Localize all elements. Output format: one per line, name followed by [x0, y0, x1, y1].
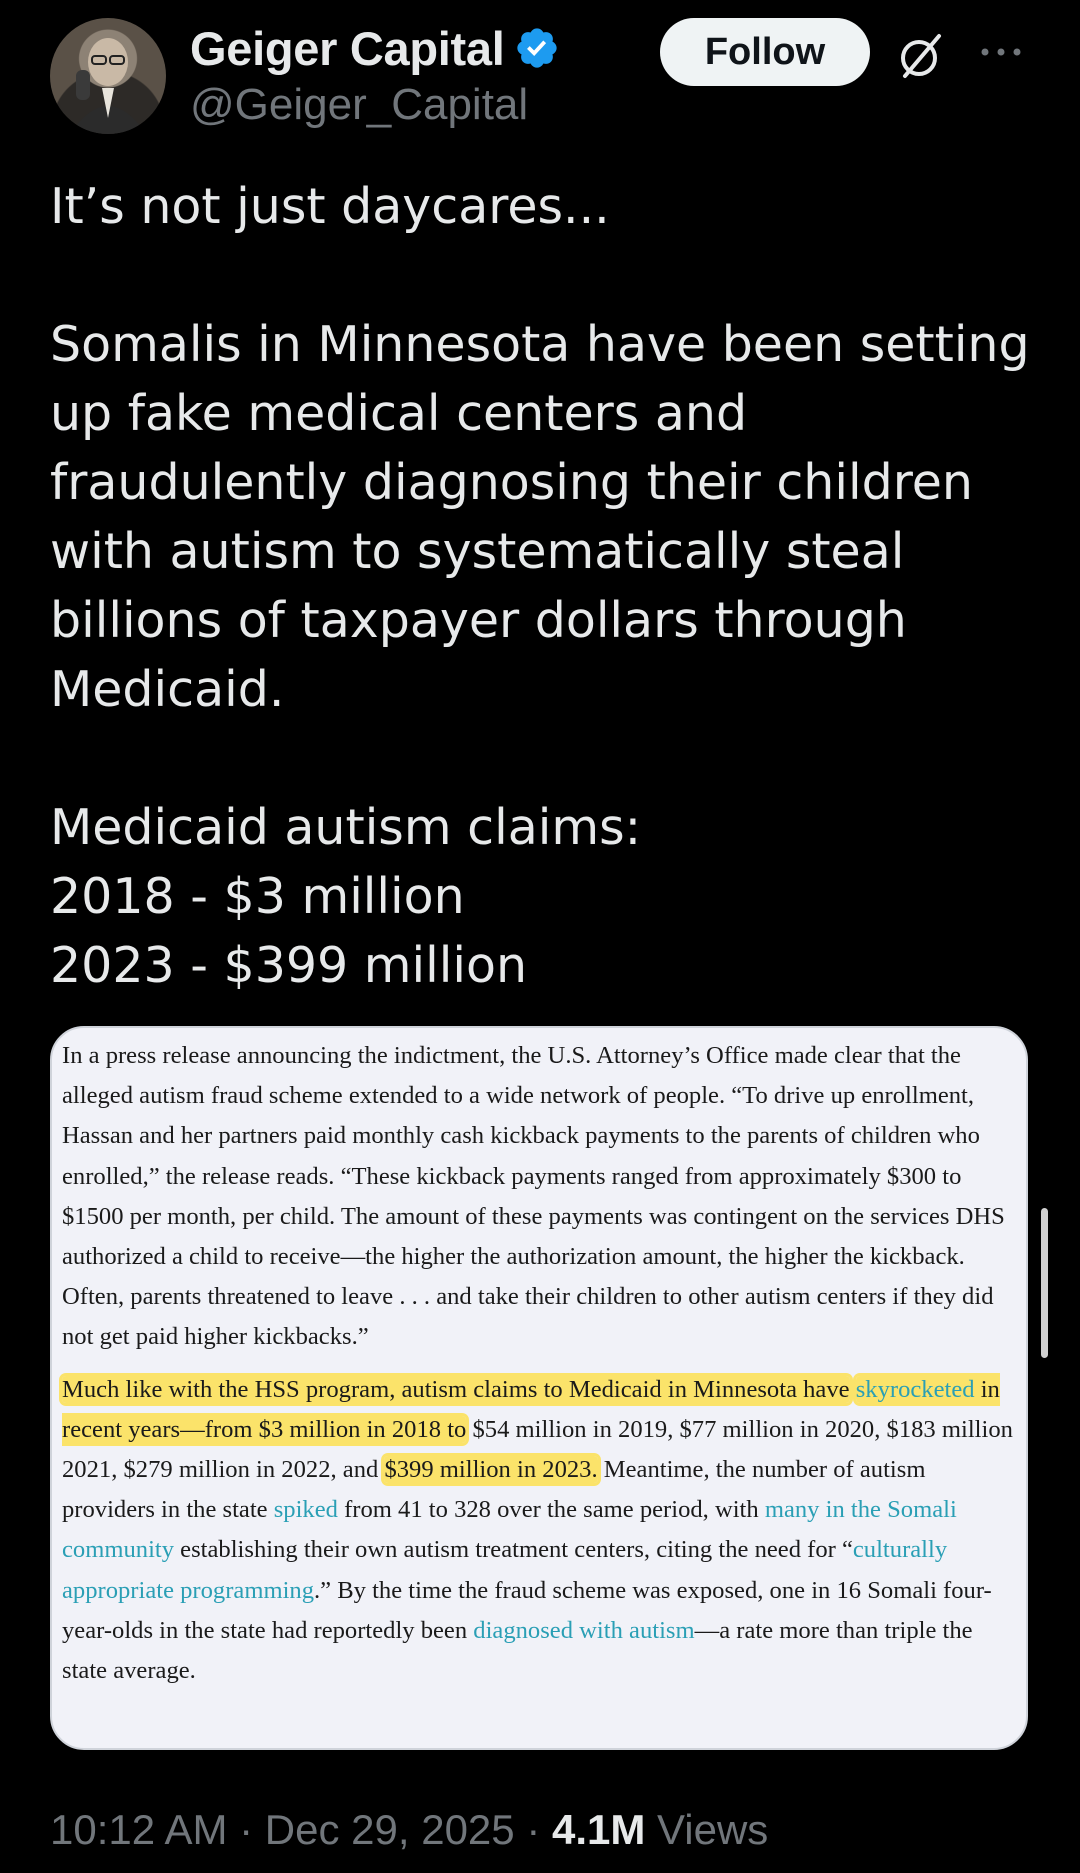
link-culturally-appropriate[interactable]: culturally appropriate programming: [62, 1536, 948, 1604]
tweet-header: [0, 0, 1080, 150]
article-paragraph-2: [62, 1370, 1022, 1692]
text: $54 million in 2019, $77 million in 2020, $183 million 2021, $279 million in 2022, and: [62, 1415, 1013, 1484]
author-handle[interactable]: @Geiger_Capital: [190, 80, 529, 129]
scrollbar[interactable]: [1041, 1208, 1048, 1358]
link-diagnosed[interactable]: diagnosed with autism: [473, 1616, 695, 1644]
tweet-date[interactable]: Dec 29, 2025: [264, 1806, 515, 1853]
views-label: Views: [645, 1806, 769, 1853]
avatar[interactable]: [50, 18, 166, 134]
follow-button[interactable]: Follow: [660, 18, 870, 86]
verified-badge-icon: [514, 25, 560, 71]
views-count: 4.1M: [551, 1806, 646, 1853]
tweet-paragraph: It’s not just daycares...: [50, 178, 610, 235]
text: establishing their own autism treatment centers, citing the need for “: [174, 1536, 853, 1564]
highlight: Much like with the HSS program, autism claims to Medicaid in Minnesota have: [62, 1375, 850, 1403]
text: Meantime, the number of autism providers in the state: [62, 1456, 926, 1524]
text: .” By the time the fraud scheme was exposed, one in 16 Somali four-year-olds in the state had reportedly been: [62, 1576, 992, 1644]
tweet-paragraph: Medicaid autism claims:: [50, 799, 642, 856]
claim-line: 2018 - $3 million: [50, 868, 465, 925]
separator: ·: [514, 1806, 552, 1853]
tweet-meta: [50, 1806, 768, 1862]
article-screenshot[interactable]: [50, 1026, 1028, 1750]
article-text: [62, 1036, 1022, 1691]
separator: ·: [227, 1806, 265, 1853]
tweet-time[interactable]: 10:12 AM: [50, 1806, 228, 1853]
text: —a rate more than triple the state average.: [62, 1616, 973, 1685]
claim-line: 2023 - $399 million: [50, 937, 528, 994]
link-spiked[interactable]: spiked: [273, 1496, 338, 1524]
author-name-row: [190, 18, 560, 78]
link-somali-community[interactable]: many in the Somali community: [62, 1496, 957, 1564]
more-icon[interactable]: [978, 44, 1024, 60]
grok-icon[interactable]: [895, 30, 947, 82]
author-name[interactable]: Geiger Capital: [190, 21, 505, 75]
link-skyrocketed[interactable]: skyrocketed: [855, 1375, 975, 1403]
article-paragraph-1: In a press release announcing the indictment, the U.S. Attorney’s Office made clear that the alleged autism fraud scheme extended to a wide network of people. “To drive up enrollment, Hassan and her partners paid monthly cash kickback payments to the parents of children who enrolled,” the release reads. “These kickback payments ranged from approximately $300 to $1500 per month, per child. The amount of these payments was contingent on the services DHS authorized a child to receive—the higher the authorization amount, the higher the kickback. Often, parents threatened to leave . . . and take their children to other autism centers if they did not get paid higher kickbacks.”: [62, 1042, 1005, 1351]
highlight-text: in recent years—from $3 million in 2018 to: [62, 1375, 1000, 1443]
tweet-text: [50, 172, 1050, 1000]
text: from 41 to 328 over the same period, with: [337, 1496, 765, 1524]
highlight: $399 million in 2023.: [384, 1456, 598, 1484]
tweet-paragraph: Somalis in Minnesota have been setting up fake medical centers and fraudulently diagnosing their children with autism to systematically steal billions of taxpayer dollars through Medicaid.: [50, 316, 1030, 718]
